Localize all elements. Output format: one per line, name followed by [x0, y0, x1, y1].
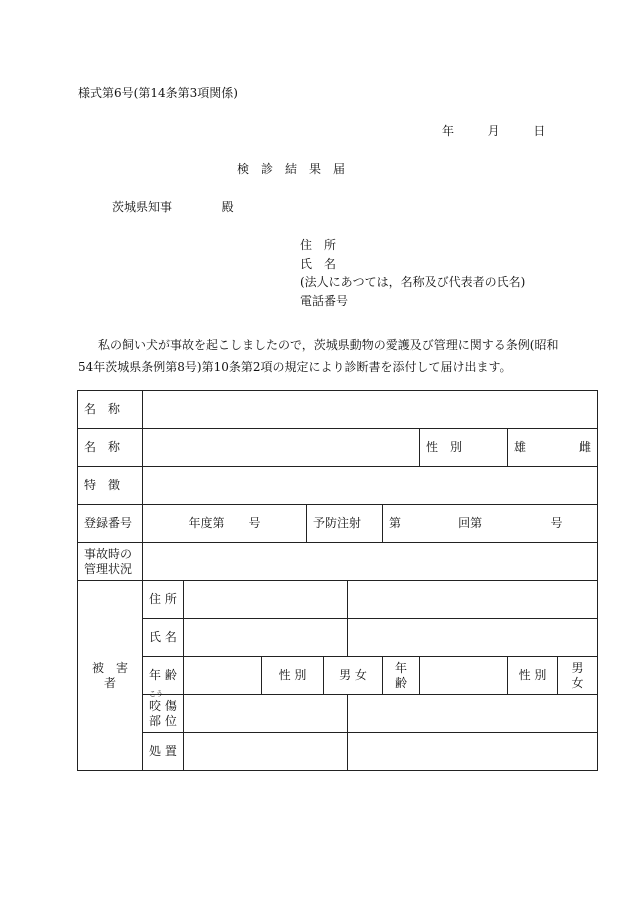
victim1-age-field[interactable]	[184, 657, 262, 695]
victim-label-cell	[78, 581, 143, 771]
vaccination-label-cell	[307, 505, 383, 543]
applicant-phone-label: 電話番号	[300, 294, 349, 308]
management-row	[78, 543, 598, 581]
victim-treatment-label: 処 置	[149, 744, 177, 758]
date-year-label: 年	[442, 124, 455, 138]
features-label-cell	[78, 467, 143, 505]
victim1-sex-options[interactable]: 男 女	[339, 668, 367, 682]
victim2-age-field[interactable]	[420, 657, 508, 695]
registration-label: 登録番号	[84, 516, 133, 530]
bite-ruby: こう	[149, 689, 163, 698]
victim-bite-label-line1	[149, 689, 177, 714]
victim1-sex-label: 性 別	[278, 668, 307, 682]
victim-treatment-label-cell	[143, 733, 184, 771]
victim-name-label-cell	[143, 619, 184, 657]
victim2-address-field[interactable]	[348, 581, 598, 619]
victim-address-label-cell	[143, 581, 184, 619]
victim-age-label: 年 齢	[149, 668, 177, 682]
victim2-name-field[interactable]	[348, 619, 598, 657]
addressee-honorific: 殿	[221, 200, 234, 214]
victim2-treatment-field[interactable]	[348, 733, 598, 771]
sex-value-cell[interactable]	[508, 429, 598, 467]
management-label-line1: 事故時の	[84, 546, 133, 561]
victim2-bite-field[interactable]	[348, 695, 598, 733]
features-row	[78, 467, 598, 505]
features-label: 特 徴	[84, 478, 121, 492]
dog-name-label: 名 称	[84, 440, 121, 454]
victim1-name-field[interactable]	[184, 619, 348, 657]
sex-label: 性 別	[426, 440, 463, 454]
owner-name-field[interactable]	[143, 391, 598, 429]
victim-name-row	[78, 619, 598, 657]
victim2-sex-options[interactable]: 男 女	[571, 660, 584, 690]
declaration-text: 私の飼い犬が事故を起こしましたので，茨城県動物の愛護及び管理に関する条例(昭和54年茨城県条例第8号)第10条第2項の規定により診断書を添付して届け出ます。	[78, 338, 559, 374]
victim-age-label-cell	[143, 657, 184, 695]
vaccination-count: 回第	[458, 516, 483, 530]
sex-female-option[interactable]: 雌	[579, 440, 592, 454]
victim1-address-field[interactable]	[184, 581, 348, 619]
applicant-corporate-note: (法人にあつては，名称及び代表者の氏名)	[300, 275, 526, 289]
owner-name-label-cell	[78, 391, 143, 429]
victim-address-row	[78, 581, 598, 619]
victim-age-row	[78, 657, 598, 695]
victim2-sex-label-cell	[508, 657, 558, 695]
registration-row	[78, 505, 598, 543]
vaccination-label: 予防注射	[313, 516, 362, 530]
victim-address-label: 住 所	[149, 592, 177, 606]
date-month-label: 月	[487, 124, 500, 138]
sex-label-cell	[420, 429, 508, 467]
applicant-address-label: 住 所	[300, 238, 337, 252]
owner-row	[78, 391, 598, 429]
dog-row	[78, 429, 598, 467]
management-label-line2: 管理状況	[84, 561, 133, 576]
applicant-name-label: 氏 名	[300, 257, 337, 271]
bite-label: 咬 傷	[149, 698, 177, 713]
registration-label-cell	[78, 505, 143, 543]
vaccination-number: 号	[550, 516, 563, 530]
victim1-sex-field[interactable]	[324, 657, 383, 695]
date-line	[442, 122, 545, 139]
features-field[interactable]	[143, 467, 598, 505]
dog-name-label-cell	[78, 429, 143, 467]
owner-name-label: 名 称	[84, 402, 121, 416]
victim2-sex-label: 性 別	[518, 668, 547, 682]
dog-name-field[interactable]	[143, 429, 420, 467]
victim-treatment-row	[78, 733, 598, 771]
victim2-sex-field[interactable]	[558, 657, 598, 695]
victim1-treatment-field[interactable]	[184, 733, 348, 771]
vaccination-ordinal: 第	[389, 516, 402, 530]
registration-value: 年度第 号	[188, 516, 261, 530]
victim-bite-label-line2: 部 位	[149, 713, 177, 728]
victim-bite-label-cell	[143, 689, 184, 733]
addressee-name: 茨城県知事	[112, 200, 173, 214]
registration-field[interactable]	[143, 505, 307, 543]
victim1-bite-field[interactable]	[184, 695, 348, 733]
report-table	[77, 390, 598, 771]
victim2-age-label: 年 齢	[394, 660, 407, 690]
victim1-sex-label-cell	[262, 657, 324, 695]
victim-name-label: 氏 名	[149, 630, 177, 644]
victim-bite-row	[78, 695, 598, 733]
document-title: 検 診 結 果 届	[237, 162, 346, 176]
addressee	[112, 198, 234, 215]
management-label-cell	[78, 543, 143, 581]
victim2-age-label-cell	[383, 657, 420, 695]
form-number: 様式第6号(第14条第3項関係)	[78, 86, 238, 100]
vaccination-field[interactable]	[383, 505, 598, 543]
sex-male-option[interactable]: 雄	[514, 440, 527, 454]
date-day-label: 日	[533, 124, 546, 138]
management-field[interactable]	[143, 543, 598, 581]
victim-label: 被 害 者	[91, 660, 141, 690]
